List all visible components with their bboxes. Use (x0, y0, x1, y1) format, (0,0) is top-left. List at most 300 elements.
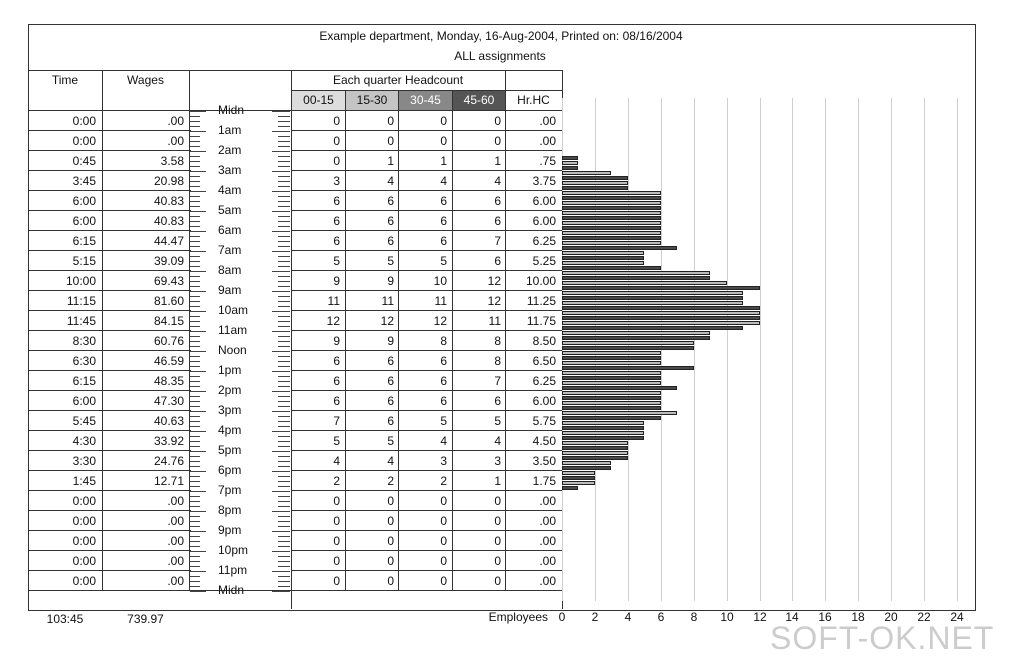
headcount-bar (562, 236, 661, 240)
row-quarter-2: 6 (387, 194, 394, 208)
row-quarter-2: 6 (387, 214, 394, 228)
row-wages: 20.98 (153, 174, 184, 188)
row-quarter-4: 0 (494, 134, 501, 148)
row-quarter-2: 0 (387, 114, 394, 128)
row-rule (28, 190, 191, 191)
minor-tick-right (278, 581, 290, 582)
hour-tick-left (190, 351, 206, 352)
minor-tick-left (190, 126, 200, 127)
hour-label: 6pm (218, 463, 242, 477)
row-quarter-4: 8 (494, 354, 501, 368)
chart-gridline (727, 98, 728, 601)
row-quarter-3: 4 (440, 174, 447, 188)
hour-tick-right (272, 591, 290, 592)
hour-tick-left (190, 451, 206, 452)
chart-gridline (760, 98, 761, 601)
minor-tick-right (278, 506, 290, 507)
minor-tick-left (190, 481, 200, 482)
headcount-bar (562, 466, 611, 470)
row-wages: 60.76 (153, 334, 184, 348)
minor-tick-left (190, 186, 200, 187)
row-rule (291, 130, 562, 131)
minor-tick-left (190, 566, 200, 567)
headcount-bar (562, 421, 644, 425)
minor-tick-left (190, 521, 200, 522)
row-quarter-3: 6 (440, 234, 447, 248)
row-rule (28, 550, 191, 551)
row-wages: .00 (167, 114, 184, 128)
minor-tick-right (278, 196, 290, 197)
chart-gridline (792, 98, 793, 601)
hour-label: 3am (218, 163, 242, 177)
row-wages: .00 (167, 514, 184, 528)
row-wages: 47.30 (153, 394, 184, 408)
row-quarter-3: 6 (440, 354, 447, 368)
hour-tick-left (190, 571, 206, 572)
x-tick-label: 0 (558, 610, 566, 624)
hour-tick-right (272, 471, 290, 472)
row-time: 0:00 (72, 494, 96, 508)
row-quarter-2: 9 (387, 274, 394, 288)
row-rule (291, 550, 562, 551)
row-time: 0:00 (72, 134, 96, 148)
headcount-bar (562, 326, 743, 330)
minor-tick-right (278, 586, 290, 587)
row-rule (291, 490, 562, 491)
hour-tick-right (272, 291, 290, 292)
hour-label: Midn (218, 583, 245, 597)
headcount-bar (562, 446, 628, 450)
headcount-bar (562, 186, 628, 190)
row-rule (28, 410, 191, 411)
row-wages: .00 (167, 574, 184, 588)
minor-tick-left (190, 296, 200, 297)
minor-tick-left (190, 416, 200, 417)
row-hour-headcount: 6.25 (532, 374, 556, 388)
minor-tick-left (190, 506, 200, 507)
hour-tick-right (272, 391, 290, 392)
minor-tick-left (190, 581, 200, 582)
x-tick-label: 10 (720, 610, 734, 624)
minor-tick-right (278, 156, 290, 157)
row-quarter-2: 6 (387, 354, 394, 368)
row-time: 4:30 (72, 434, 96, 448)
minor-tick-left (190, 266, 200, 267)
row-time: 3:45 (72, 174, 96, 188)
hour-headcount-header: Hr.HC (517, 93, 550, 107)
minor-tick-right (278, 356, 290, 357)
minor-tick-left (190, 356, 200, 357)
headcount-bar (562, 256, 644, 260)
minor-tick-right (278, 246, 290, 247)
minor-tick-right (278, 496, 290, 497)
headcount-bar (562, 486, 578, 490)
minor-tick-left (190, 381, 200, 382)
headcount-bar (562, 306, 760, 310)
headcount-bar (562, 341, 694, 345)
minor-tick-right (278, 576, 290, 577)
hour-label: 2am (218, 143, 242, 157)
hour-tick-left (190, 371, 206, 372)
minor-tick-left (190, 166, 200, 167)
headcount-bar (562, 206, 661, 210)
minor-tick-right (278, 161, 290, 162)
row-hour-headcount: 10.00 (525, 274, 556, 288)
headcount-bar (562, 161, 578, 165)
row-hour-headcount: .00 (539, 114, 556, 128)
row-rule (291, 170, 562, 171)
minor-tick-left (190, 386, 200, 387)
headcount-bar (562, 406, 661, 410)
row-quarter-1: 6 (333, 354, 340, 368)
hour-tick-left (190, 331, 206, 332)
row-rule (28, 470, 191, 471)
row-quarter-2: 0 (387, 514, 394, 528)
row-rule (291, 250, 562, 251)
minor-tick-right (278, 146, 290, 147)
row-wages: 24.76 (153, 454, 184, 468)
row-quarter-1: 9 (333, 334, 340, 348)
row-quarter-2: 5 (387, 254, 394, 268)
row-quarter-2: 6 (387, 234, 394, 248)
headcount-bar (562, 451, 628, 455)
minor-tick-left (190, 476, 200, 477)
row-quarter-1: 6 (333, 234, 340, 248)
headcount-bar (562, 331, 710, 335)
minor-tick-left (190, 541, 200, 542)
row-quarter-3: 1 (440, 154, 447, 168)
minor-tick-left (190, 256, 200, 257)
row-quarter-2: 4 (387, 174, 394, 188)
row-time: 0:00 (72, 534, 96, 548)
row-quarter-1: 7 (333, 414, 340, 428)
headcount-bar (562, 456, 628, 460)
minor-tick-right (278, 381, 290, 382)
hour-tick-left (190, 551, 206, 552)
minor-tick-right (278, 136, 290, 137)
row-rule (291, 590, 562, 591)
hour-tick-right (272, 531, 290, 532)
row-quarter-1: 0 (333, 554, 340, 568)
minor-tick-left (190, 316, 200, 317)
minor-tick-right (278, 426, 290, 427)
row-time: 6:00 (72, 194, 96, 208)
row-time: 0:00 (72, 514, 96, 528)
headcount-bar (562, 296, 743, 300)
headcount-bar (562, 436, 644, 440)
headcount-bar (562, 321, 760, 325)
hour-tick-left (190, 491, 206, 492)
row-hour-headcount: 3.50 (532, 454, 556, 468)
row-hour-headcount: .00 (539, 514, 556, 528)
headcount-bar (562, 211, 661, 215)
hour-tick-right (272, 411, 290, 412)
minor-tick-left (190, 196, 200, 197)
minor-tick-left (190, 336, 200, 337)
row-quarter-4: 6 (494, 214, 501, 228)
row-quarter-4: 0 (494, 494, 501, 508)
row-quarter-4: 1 (494, 474, 501, 488)
minor-tick-right (278, 316, 290, 317)
row-time: 8:30 (72, 334, 96, 348)
x-tick-label: 14 (785, 610, 799, 624)
row-quarter-4: 0 (494, 534, 501, 548)
headcount-bar (562, 431, 644, 435)
row-hour-headcount: 6.50 (532, 354, 556, 368)
row-quarter-3: 10 (433, 274, 447, 288)
hour-label: 9am (218, 283, 242, 297)
row-rule (28, 290, 191, 291)
row-wages: 69.43 (153, 274, 184, 288)
minor-tick-left (190, 361, 200, 362)
row-hour-headcount: 6.00 (532, 394, 556, 408)
minor-tick-left (190, 496, 200, 497)
row-rule (28, 450, 191, 451)
minor-tick-left (190, 226, 200, 227)
headcount-bar (562, 156, 578, 160)
hour-label: 4pm (218, 423, 242, 437)
minor-tick-right (278, 456, 290, 457)
headcount-bar (562, 261, 644, 265)
minor-tick-right (278, 546, 290, 547)
minor-tick-left (190, 556, 200, 557)
row-quarter-3: 0 (440, 534, 447, 548)
headcount-bar (562, 441, 628, 445)
minor-tick-left (190, 276, 200, 277)
row-rule (28, 270, 191, 271)
row-rule (28, 310, 191, 311)
minor-tick-left (190, 326, 200, 327)
minor-tick-right (278, 386, 290, 387)
row-quarter-1: 5 (333, 254, 340, 268)
minor-tick-right (278, 341, 290, 342)
row-quarter-2: 11 (381, 294, 394, 308)
row-time: 11:15 (66, 294, 96, 308)
minor-tick-right (278, 166, 290, 167)
minor-tick-left (190, 441, 200, 442)
row-time: 6:15 (72, 374, 96, 388)
row-quarter-1: 3 (333, 174, 340, 188)
chart-gridline (694, 98, 695, 601)
x-tick-label: 2 (591, 610, 599, 624)
minor-tick-left (190, 141, 200, 142)
row-quarter-1: 0 (333, 134, 340, 148)
x-tick-label: 4 (624, 610, 632, 624)
minor-tick-right (278, 526, 290, 527)
hour-tick-right (272, 351, 290, 352)
minor-tick-left (190, 586, 200, 587)
row-hour-headcount: .00 (539, 494, 556, 508)
row-time: 6:00 (72, 214, 96, 228)
headcount-bar (562, 291, 743, 295)
quarter-45-60-header: 45-60 (453, 91, 505, 110)
minor-tick-right (278, 266, 290, 267)
minor-tick-left (190, 346, 200, 347)
hour-label: 11pm (218, 563, 248, 577)
headcount-bar (562, 241, 661, 245)
row-quarter-4: 7 (494, 234, 501, 248)
row-quarter-1: 0 (333, 114, 340, 128)
headcount-bar (562, 191, 661, 195)
hour-tick-left (190, 131, 206, 132)
minor-tick-left (190, 466, 200, 467)
header-bottom-rule (28, 110, 562, 111)
quarter-30-45-header: 30-45 (399, 91, 452, 110)
row-rule (28, 250, 191, 251)
hour-label: 4am (218, 183, 242, 197)
minor-tick-left (190, 136, 200, 137)
headcount-bar (562, 171, 611, 175)
minor-tick-right (278, 116, 290, 117)
minor-tick-left (190, 456, 200, 457)
hour-tick-left (190, 111, 206, 112)
row-hour-headcount: .00 (539, 554, 556, 568)
row-wages: 84.15 (153, 314, 184, 328)
chart-gridline (858, 98, 859, 601)
minor-tick-left (190, 281, 200, 282)
minor-tick-left (190, 246, 200, 247)
row-quarter-1: 11 (327, 294, 340, 308)
minor-tick-right (278, 201, 290, 202)
row-quarter-2: 9 (387, 334, 394, 348)
row-quarter-2: 5 (387, 434, 394, 448)
headcount-bar (562, 386, 677, 390)
row-time: 0:00 (72, 114, 96, 128)
row-quarter-3: 11 (434, 294, 447, 308)
minor-tick-right (278, 501, 290, 502)
minor-tick-left (190, 501, 200, 502)
hour-tick-right (272, 511, 290, 512)
row-wages: .00 (167, 134, 184, 148)
minor-tick-right (278, 221, 290, 222)
row-rule (291, 190, 562, 191)
hour-tick-right (272, 431, 290, 432)
minor-tick-left (190, 156, 200, 157)
minor-tick-right (278, 516, 290, 517)
row-wages: .00 (167, 554, 184, 568)
minor-tick-left (190, 301, 200, 302)
hour-tick-right (272, 151, 290, 152)
hour-tick-right (272, 371, 290, 372)
row-wages: .00 (167, 534, 184, 548)
minor-tick-right (278, 406, 290, 407)
row-rule (28, 570, 191, 571)
minor-tick-right (278, 561, 290, 562)
row-wages: 40.83 (153, 214, 184, 228)
minor-tick-right (278, 441, 290, 442)
headcount-bar (562, 276, 710, 280)
hour-label: 10pm (218, 543, 249, 557)
minor-tick-right (278, 436, 290, 437)
row-quarter-2: 2 (387, 474, 394, 488)
minor-tick-right (278, 256, 290, 257)
headcount-bar (562, 346, 694, 350)
headcount-bar (562, 361, 661, 365)
row-hour-headcount: 6.00 (532, 194, 556, 208)
row-rule (291, 330, 562, 331)
hour-tick-left (190, 191, 206, 192)
row-quarter-4: 12 (487, 274, 501, 288)
row-quarter-1: 0 (333, 514, 340, 528)
minor-tick-right (278, 296, 290, 297)
minor-tick-right (278, 206, 290, 207)
row-rule (291, 210, 562, 211)
row-wages: 44.47 (153, 234, 184, 248)
headcount-bar (562, 181, 628, 185)
minor-tick-left (190, 221, 200, 222)
row-quarter-3: 2 (440, 474, 447, 488)
row-quarter-3: 0 (440, 574, 447, 588)
hour-tick-left (190, 391, 206, 392)
hour-tick-right (272, 111, 290, 112)
row-quarter-4: 0 (494, 514, 501, 528)
wages-column-header: Wages (127, 73, 164, 87)
headcount-bar (562, 336, 710, 340)
row-quarter-3: 0 (440, 514, 447, 528)
row-quarter-1: 0 (333, 574, 340, 588)
row-quarter-4: 6 (494, 394, 501, 408)
x-tick-label: 8 (690, 610, 698, 624)
hour-tick-right (272, 171, 290, 172)
row-hour-headcount: 5.75 (532, 414, 556, 428)
row-hour-headcount: 4.50 (532, 434, 556, 448)
row-time: 11:45 (66, 314, 96, 328)
hour-tick-left (190, 251, 206, 252)
chart-gridline (825, 98, 826, 601)
hour-label: 10am (218, 303, 249, 317)
minor-tick-right (278, 466, 290, 467)
row-time: 6:15 (72, 234, 96, 248)
row-rule (28, 130, 191, 131)
hour-tick-left (190, 311, 206, 312)
row-quarter-4: 0 (494, 574, 501, 588)
row-quarter-2: 0 (387, 554, 394, 568)
row-hour-headcount: 6.00 (532, 214, 556, 228)
row-quarter-1: 0 (333, 534, 340, 548)
minor-tick-right (278, 361, 290, 362)
minor-tick-left (190, 341, 200, 342)
minor-tick-left (190, 421, 200, 422)
row-quarter-3: 6 (440, 394, 447, 408)
hour-tick-left (190, 291, 206, 292)
quarter-00-15-header: 00-15 (292, 91, 345, 110)
row-quarter-1: 4 (333, 454, 340, 468)
minor-tick-left (190, 526, 200, 527)
row-quarter-2: 0 (387, 574, 394, 588)
row-rule (291, 390, 562, 391)
minor-tick-left (190, 286, 200, 287)
headcount-bar (562, 231, 661, 235)
minor-tick-left (190, 321, 200, 322)
row-rule (291, 410, 562, 411)
row-rule (28, 590, 191, 591)
headcount-bar (562, 426, 644, 430)
minor-tick-left (190, 436, 200, 437)
row-time: 0:45 (72, 154, 96, 168)
row-rule (28, 370, 191, 371)
headcount-bar (562, 371, 661, 375)
row-quarter-3: 6 (440, 194, 447, 208)
row-time: 3:30 (72, 454, 96, 468)
minor-tick-right (278, 236, 290, 237)
row-quarter-1: 2 (333, 474, 340, 488)
minor-tick-right (278, 401, 290, 402)
row-rule (28, 230, 191, 231)
row-wages: 39.09 (153, 254, 184, 268)
row-quarter-1: 6 (333, 374, 340, 388)
row-hour-headcount: 11.25 (526, 294, 556, 308)
headcount-bar (562, 391, 661, 395)
